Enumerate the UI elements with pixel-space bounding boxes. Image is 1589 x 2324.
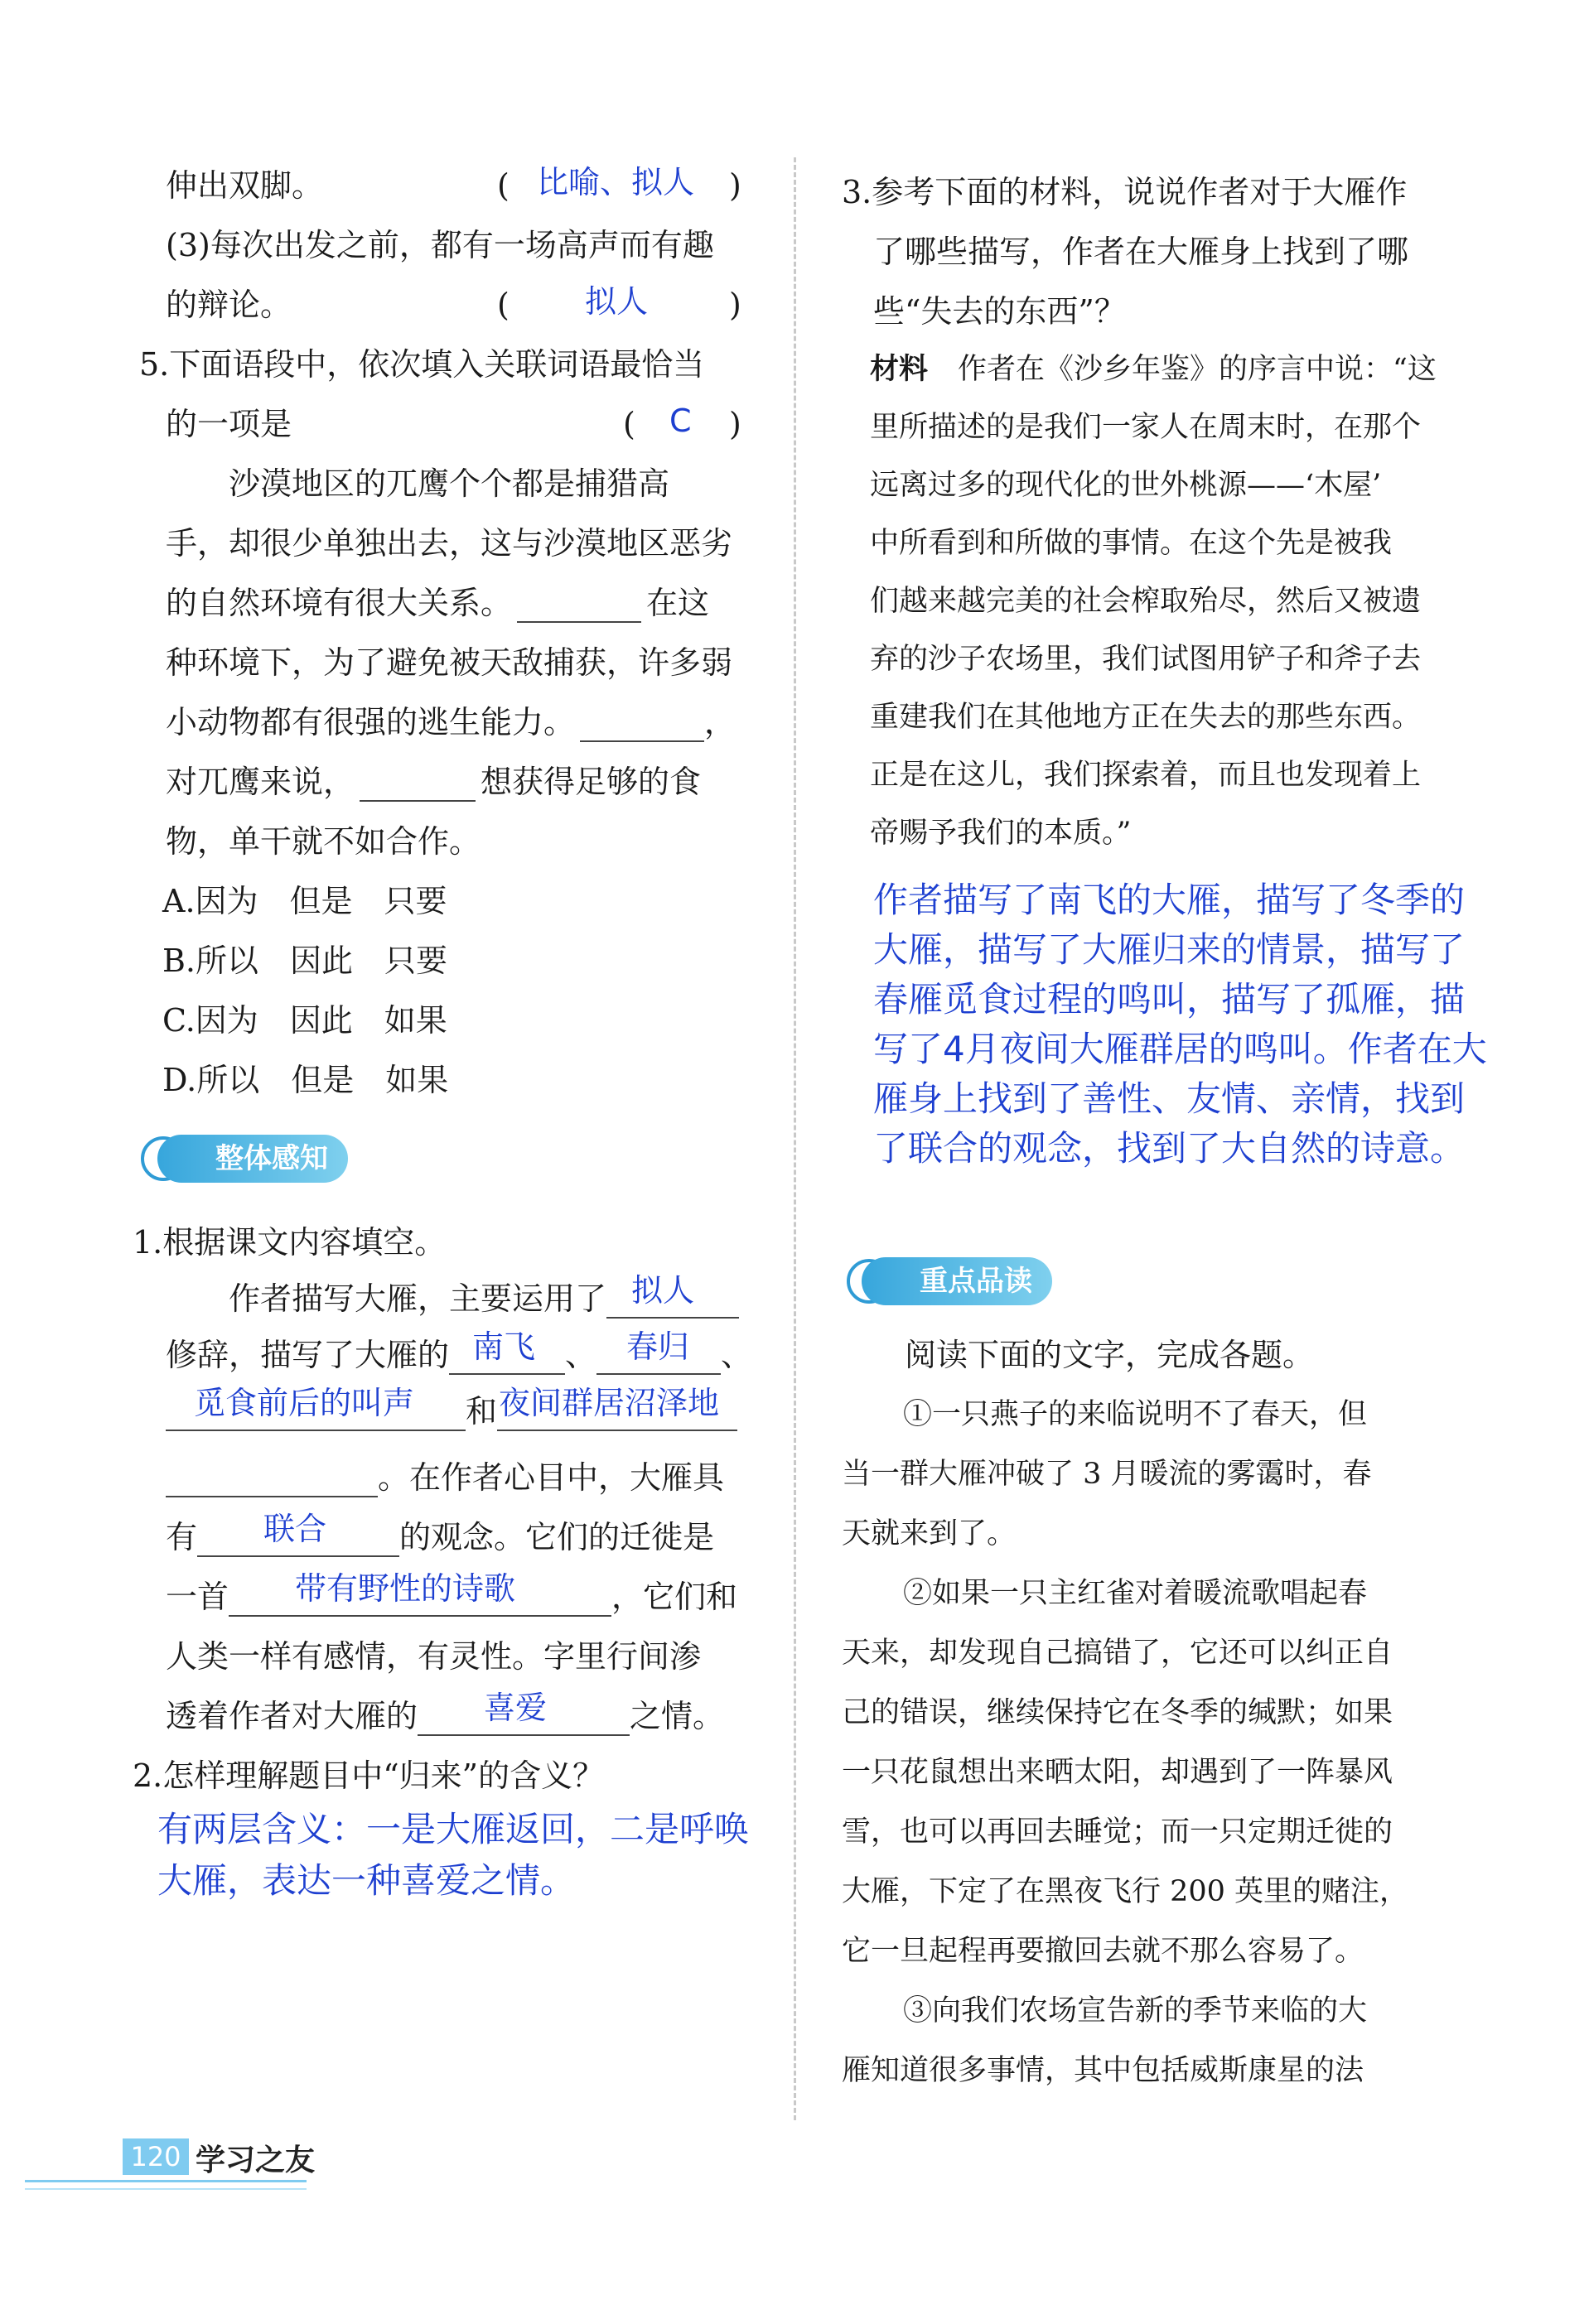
q3-stem-line2: 了哪些描写，作者在大雁身上找到了哪 — [873, 234, 1409, 270]
passage-line: 雪，也可以再回去睡觉；而一只定期迁徙的 — [842, 1815, 1393, 1849]
section-title-overall: 整体感知 — [157, 1135, 348, 1183]
s1-q1-line6: 一首 带有野性的诗歌 ，它们和 — [166, 1570, 738, 1615]
q5-passage-line: 小动物都有很强的逃生能力。 ， — [166, 704, 737, 740]
passage-line: 己的错误，继续保持它在冬季的缄默；如果 — [842, 1696, 1393, 1729]
answer-union: 联合 — [263, 1511, 327, 1547]
book-title: 学习之友 — [196, 2143, 316, 2177]
q3-answer-line: 春雁觅食过程的鸣叫，描写了孤雁，描 — [873, 979, 1466, 1020]
material-line: 帝赐予我们的本质。” — [870, 817, 1132, 850]
passage-line: ①一只燕子的来临说明不了春天，但 — [903, 1398, 1368, 1431]
q5-passage-line: 物，单干就不如合作。 — [166, 823, 481, 860]
paren-close: ) — [729, 287, 741, 323]
passage-line: 当一群大雁冲破了 3 月暖流的雾霭时，春 — [842, 1458, 1372, 1491]
answer-rhetoric: 拟人 — [631, 1272, 695, 1309]
passage-line: 天就来到了。 — [842, 1517, 1017, 1550]
passage-line: 它一旦起程再要撤回去就不那么容易了。 — [842, 1935, 1364, 1968]
passage-line: ②如果一只主红雀对着暖流歌唱起春 — [903, 1577, 1368, 1610]
paren-close: ) — [729, 167, 741, 204]
q3-answer-line: 大雁，描写了大雁归来的情景，描写了 — [873, 929, 1466, 970]
q4-answer-2: 拟人 — [585, 283, 649, 320]
s1-q1-line4: 。在作者心目中，大雁具 — [166, 1458, 724, 1497]
footer-rule — [25, 2180, 307, 2182]
q4-line2-text: (3)每次出发之前，都有一场高声而有趣 — [166, 227, 714, 263]
material-line: 中所看到和所做的事情。在这个先是被我 — [870, 527, 1393, 560]
material-line: 材料 作者在《沙乡年鉴》的序言中说：“这 — [870, 353, 1437, 386]
paren-open: ( — [497, 287, 510, 323]
page-number: 120 — [123, 2138, 189, 2175]
column-divider — [794, 157, 796, 2120]
s1-q1-line8: 透着作者对大雁的 喜爱 之情。 — [166, 1690, 725, 1734]
q4-answer-1: 比喻、拟人 — [537, 164, 695, 200]
q5-stem-line1: 5.下面语段中，依次填入关联词语最恰当 — [139, 346, 705, 383]
answer-love: 喜爱 — [484, 1690, 548, 1726]
s1-q1-line1: 作者描写大雁，主要运用了 拟人 — [229, 1279, 739, 1319]
q5-passage-line: 的自然环境有很大关系。 在这 — [166, 585, 710, 621]
material-line: 正是在这儿，我们探索着，而且也发现着上 — [870, 759, 1422, 792]
q3-answer-line: 了联合的观念，找到了大自然的诗意。 — [873, 1128, 1466, 1169]
q3-answer-line: 作者描写了南飞的大雁，描写了冬季的 — [873, 880, 1466, 920]
material-line: 远离过多的现代化的世外桃源——‘木屋’ — [870, 469, 1382, 502]
q5-option-d: D.所以 但是 如果 — [162, 1062, 449, 1098]
q4-line3-text: 的辩论。 — [166, 287, 292, 323]
s1-q1-title: 1.根据课文内容填空。 — [133, 1224, 447, 1261]
q5-stem-line2: 的一项是 — [166, 406, 292, 442]
q3-answer-line: 写了4月夜间大雁群居的鸣叫。作者在大 — [873, 1029, 1487, 1069]
passage-line: 大雁，下定了在黑夜飞行 200 英里的赌注， — [842, 1875, 1409, 1908]
section-title-key-reading: 重点品读 — [862, 1257, 1052, 1305]
passage-line: 雁知道很多事情，其中包括威斯康星的法 — [842, 2054, 1364, 2087]
q4-line1-text: 伸出双脚。 — [166, 167, 324, 204]
footer-rule — [25, 2188, 307, 2190]
material-line: 里所描述的是我们一家人在周末时，在那个 — [870, 411, 1422, 444]
material-label: 材料 — [870, 353, 929, 386]
s1-q1-line5: 有 联合 的观念。它们的迁徙是 — [166, 1511, 715, 1555]
material-line: 们越来越完美的社会榨取殆尽，然后又被遗 — [870, 585, 1422, 618]
answer-spring-return: 春归 — [626, 1328, 690, 1365]
reading-intro: 阅读下面的文字，完成各题。 — [905, 1337, 1315, 1373]
paren-open: ( — [623, 406, 635, 442]
s1-q1-line3: 觅食前后的叫声 和 夜间群居沼泽地 — [166, 1391, 737, 1431]
q5-option-c: C.因为 因此 如果 — [162, 1002, 447, 1039]
s1-q1-line7: 人类一样有感情，有灵性。字里行间渗 — [166, 1638, 702, 1675]
answer-night-roost: 夜间群居沼泽地 — [499, 1385, 720, 1421]
s1-q1-line2: 修辞，描写了大雁的 南飞 、 春归 、 — [166, 1328, 753, 1373]
q5-answer: C — [669, 403, 692, 439]
passage-line: 一只花鼠想出来晒太阳，却遇到了一阵暴风 — [842, 1756, 1393, 1789]
paren-open: ( — [497, 167, 510, 204]
q3-stem-line1: 3.参考下面的材料，说说作者对于大雁作 — [842, 174, 1408, 210]
q5-option-a: A.因为 但是 只要 — [162, 883, 447, 919]
q5-option-b: B.所以 因此 只要 — [162, 943, 448, 979]
q3-answer-line: 雁身上找到了善性、友情、亲情，找到 — [873, 1078, 1466, 1119]
material-line: 弃的沙子农场里，我们试图用铲子和斧子去 — [870, 643, 1422, 676]
material-line: 重建我们在其他地方正在失去的那些东西。 — [870, 701, 1422, 734]
q5-passage-line: 对兀鹰来说， 想获得足够的食 — [166, 764, 702, 800]
q5-passage-line: 沙漠地区的兀鹰个个都是捕猎高 — [229, 465, 670, 502]
s1-q2-answer-line1: 有两层含义：一是大雁返回，二是呼唤 — [157, 1809, 750, 1849]
s1-q2-title: 2.怎样理解题目中“归来”的含义？ — [133, 1757, 605, 1794]
q5-passage-line: 种环境下，为了避免被天敌捕获，许多弱 — [166, 644, 733, 681]
paren-close: ) — [729, 406, 741, 442]
answer-south-flight: 南飞 — [472, 1328, 536, 1365]
q5-passage-line: 手，却很少单独出去，这与沙漠地区恶劣 — [166, 525, 733, 562]
s1-q2-answer-line2: 大雁，表达一种喜爱之情。 — [157, 1860, 576, 1901]
passage-line: 天来，却发现自己搞错了，它还可以纠正自 — [842, 1637, 1393, 1670]
q3-stem-line3: 些“失去的东西”？ — [873, 293, 1126, 330]
passage-line: ③向我们农场宣告新的季节来临的大 — [903, 1994, 1368, 2027]
answer-calls: 觅食前后的叫声 — [194, 1385, 415, 1421]
answer-wild-poem: 带有野性的诗歌 — [295, 1570, 516, 1607]
